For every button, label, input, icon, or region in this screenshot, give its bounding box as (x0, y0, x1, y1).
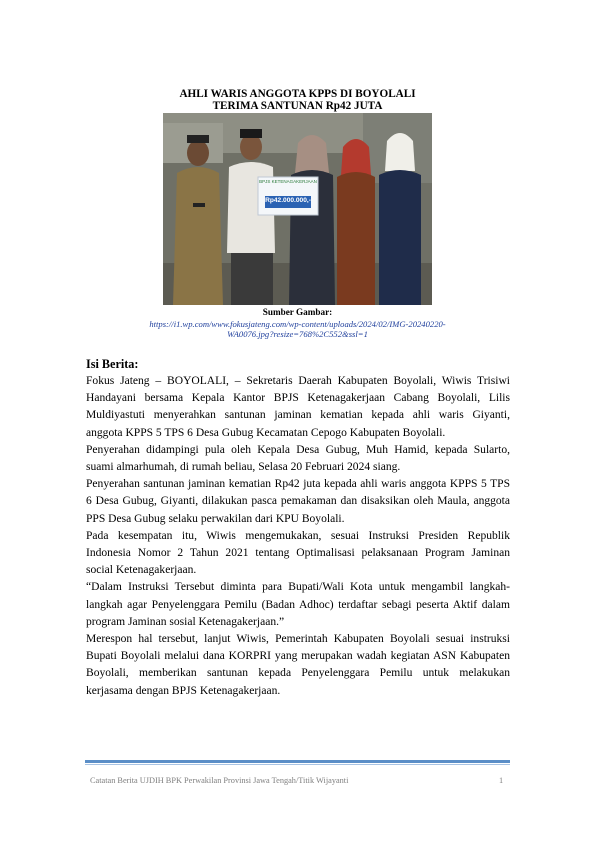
document-title-line-2: TERIMA SANTUNAN Rp42 JUTA (212, 100, 383, 112)
article-paragraph (86, 373, 510, 442)
article-line: Bupati Boyolali melalui dana KORPRI yang merupakan wadah kegiatan ASN Kabupaten (86, 650, 510, 663)
article-line: langkah agar Penyelenggara Pemilu (Badan Adhoc) terdaftar sebagi peserta Aktif dalam (86, 598, 510, 611)
article-paragraph (86, 528, 510, 580)
article-line: suami almarhumah, di rumah beliau, Selasa 20 Februari 2024 siang. (86, 461, 401, 474)
footer-rule-thin (85, 764, 510, 765)
footer-rule (85, 760, 510, 763)
article-body (86, 373, 510, 700)
image-source-label: Sumber Gambar: (262, 307, 333, 317)
article-line: Indonesia Nomor 2 Tahun 2021 tentang Optimalisasi pelaksanaan Program Jaminan (86, 547, 510, 560)
footer-text: Catatan Berita UJDIH BPK Perwakilan Provinsi Jawa Tengah/Titik Wijayanti (90, 776, 349, 785)
board-amount: Rp42.000.000,- (265, 197, 311, 204)
article-line: Fokus Jateng – BOYOLALI, – Sekretaris Daerah Kabupaten Boyolali, Wiwis Trisiwi (86, 375, 510, 387)
article-paragraph (86, 579, 510, 631)
article-line: program Jaminan sosial Ketenagakerjaan.” (86, 615, 285, 628)
article-paragraph (86, 442, 510, 476)
article-line: Merespon hal tersebut, lanjut Wiwis, Pemerintah Kabupaten Boyolali sesuai instruksi (86, 633, 510, 646)
article-line: Handayani bersama Kepala Kantor BPJS Ketenagakerjaan Cabang Boyolali, Lilis (86, 392, 510, 405)
page-number: 1 (499, 776, 504, 785)
article-line: Pada kesempatan itu, Wiwis mengemukakan, sesuai Instruksi Presiden Republik (86, 529, 510, 542)
article-line: “Dalam Instruksi Tersebut diminta para Bupati/Wali Kota untuk mengambil langkah- (86, 581, 510, 594)
article-line: kerjasama dengan BPJS Ketenagakerjaan. (86, 684, 281, 697)
article-line: Boyolali, memberikan santunan kepada Penyelenggara Pemilu untuk melakukan (86, 667, 510, 680)
article-line: 6 Desa Gubug, Giyanti, dilakukan pasca pemakaman dan disaksikan oleh Maula, anggota (86, 495, 510, 508)
article-line: PPS Desa Gubug selaku perwakilan dari KPU Boyolali. (86, 512, 345, 525)
article-line: Penyerahan didampingi pula oleh Kepala Desa Gubug, Muh Hamid, kepada Sularto, (86, 443, 510, 456)
article-line: Muldiyastuti menyerahkan santunan jaminan kematian kepada ahli waris Giyanti, (86, 409, 510, 422)
document-title-line-1: AHLI WARIS ANGGOTA KPPS DI BOYOLALI (179, 88, 416, 100)
image-source-link-line-2[interactable]: WA0076.jpg?resize=768%2C552&ssl=1 (227, 329, 368, 339)
board-caption: BPJS KETENAGAKERJAAN (259, 179, 317, 184)
article-paragraph (86, 476, 510, 528)
section-heading: Isi Berita: (86, 357, 139, 371)
article-line: social Ketenagakerjaan. (86, 564, 197, 577)
article-line: Penyerahan santunan jaminan kematian Rp42 juta kepada ahli waris anggota KPPS 5 TPS (86, 478, 510, 491)
news-photo (163, 113, 432, 305)
article-line: anggota KPPS 5 TPS 6 Desa Gubug Kecamatan Cepogo Kabupaten Boyolali. (86, 426, 446, 439)
article-paragraph (86, 631, 510, 700)
image-source-link-line-1[interactable]: https://i1.wp.com/www.fokusjateng.com/wp-content/uploads/2024/02/IMG-20240220- (149, 319, 446, 329)
